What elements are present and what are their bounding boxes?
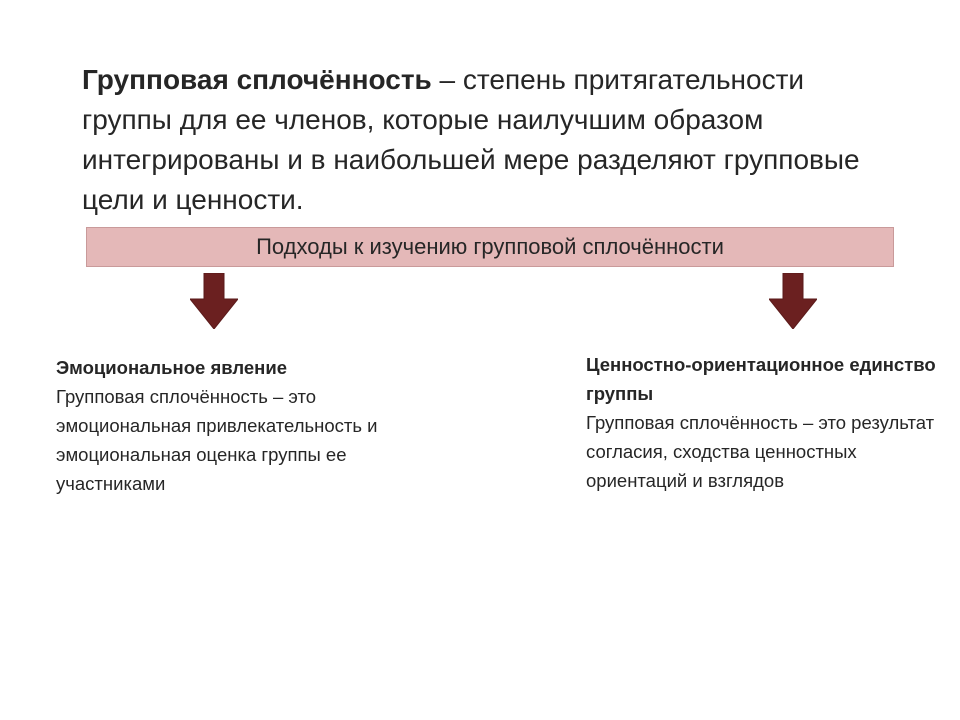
- approach-description: Групповая сплочённость – это эмоциональная привлекательность и эмоциональная оценка группы ее участниками: [56, 386, 378, 494]
- down-arrow-icon: [190, 273, 238, 329]
- definition-body: – степень притягательности группы для ее членов, которые наилучшим образом интегрированы и в наибольшей мере разделяют групповые цели и ценности.: [82, 64, 860, 215]
- approach-emotional: [56, 353, 416, 498]
- approaches-banner: [86, 227, 894, 267]
- approach-value-orientation: [586, 350, 936, 495]
- banner-label: Подходы к изучению групповой сплочённости: [256, 234, 724, 259]
- definition-text: [82, 60, 882, 220]
- definition-term: Групповая сплочённость: [82, 64, 432, 95]
- approach-title: Ценностно-ориентационное единство группы: [586, 354, 936, 404]
- down-arrow-icon: [769, 273, 817, 329]
- approach-title: Эмоциональное явление: [56, 357, 287, 378]
- approach-description: Групповая сплочённость – это результат согласия, сходства ценностных ориентаций и взглядов: [586, 412, 935, 491]
